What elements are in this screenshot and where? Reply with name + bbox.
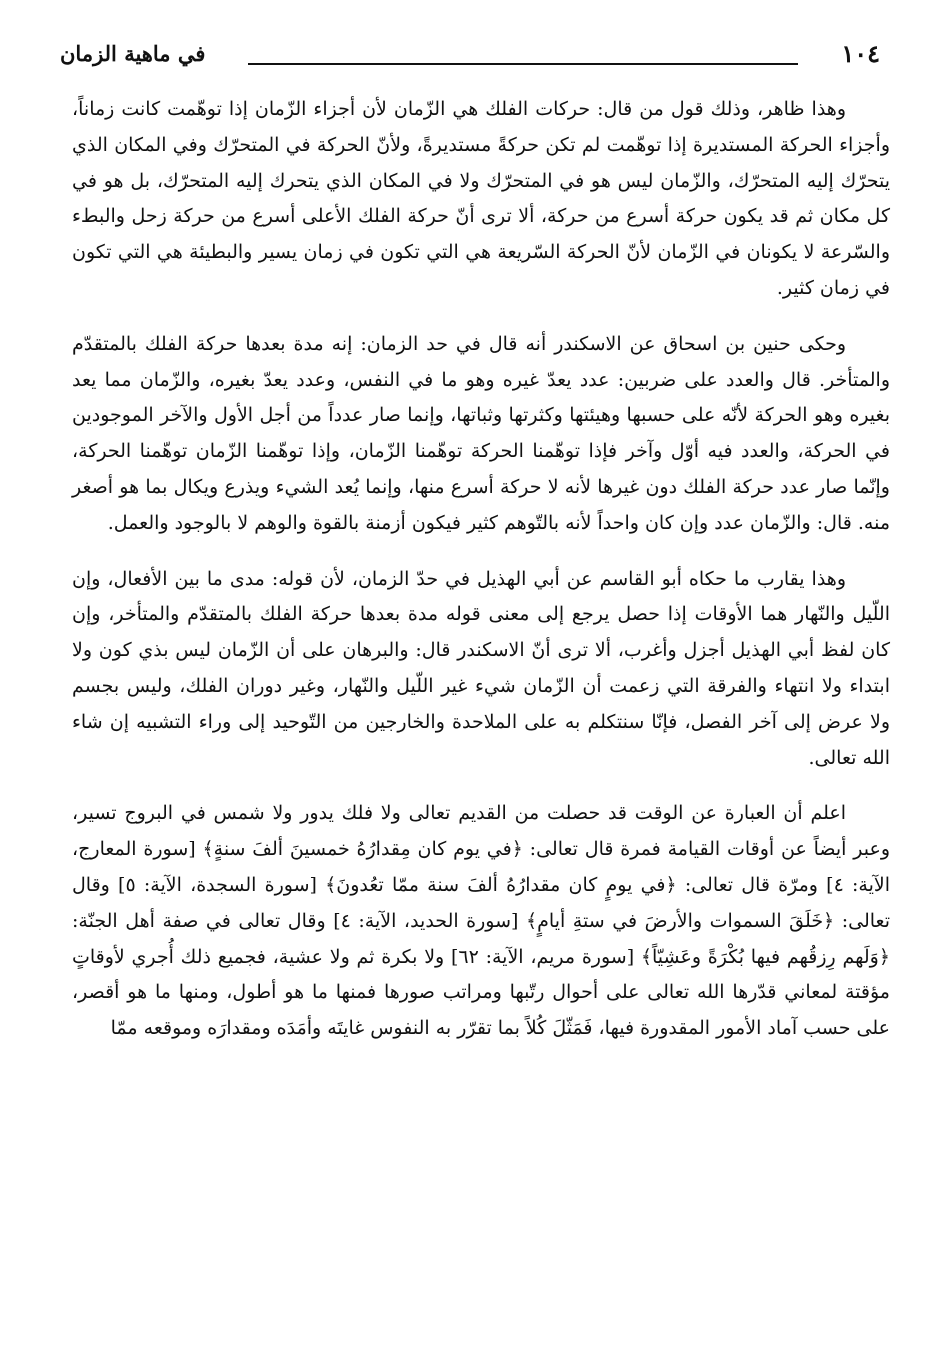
paragraph: وهذا يقارب ما حكاه أبو القاسم عن أبي الهذيل في حدّ الزمان، لأن قوله: مدى ما بين الأفعال، وإن اللّيل والنّهار هما الأوقات إذا حصل يرجع إلى معنى قوله مدة بعدها حركة الفلك بالمتقدّم والمتأخر، وإن كان لفظ أبي الهذيل أجزل وأغرب، ألا ترى أنّ الاسكندر قال: والبرهان على أن الزّمان ليس بذي كون ولا ابتداء ولا انتهاء والفرقة التي زعمت أن الزّمان شيء غير اللّيل والنّهار، وغير دوران الفلك، وليس بجسم ولا عرض إلى آخر الفصل، فإنّا سنتكلم به على الملاحدة والخارجين من التّوحيد إلى وراء التشبيه إن شاء الله تعالى.	[72, 567, 890, 769]
paragraph: وهذا ظاهر، وذلك قول من قال: حركات الفلك هي الزّمان لأن أجزاء الزّمان إذا توهّمت كانت زماناً، وأجزاء الحركة المستديرة إذا توهّمت لم تكن حركةً مستديرةً، ولأنّ الحركة في المتحرّك وفي المكان الذي يتحرّك إليه المتحرّك، والزّمان ليس هو في المتحرّك ولا في المكان الذي يتحرك إليه المتحرّك، بل هو في كل مكان ثم قد يكون حركة أسرع من حركة، ألا ترى أنّ حركة الفلك الأعلى أسرع من حركة زحل والبطء والسّرعة لا يكونان في الزّمان لأنّ الحركة السّريعة هي التي تكون في زمان يسير والبطيئة هي التي تكون في زمان كثير.	[72, 98, 890, 299]
page-header	[60, 34, 880, 74]
header-rule	[248, 63, 798, 65]
page-number: ١٠٤	[841, 39, 880, 68]
running-title: في ماهية الزمان	[60, 41, 206, 66]
paragraph: اعلم أن العبارة عن الوقت قد حصلت من القديم تعالى ولا فلك يدور ولا شمس في البروج تسير، وعبر أيضاً عن أوقات القيامة فمرة قال تعالى: ﴿في يوم كان مِقدارُهُ خمسينَ ألفَ سنةٍ﴾ [سورة المعارج، الآية: ٤] ومرّة قال تعالى: ﴿في يومٍ كان مقدارُهُ ألفَ سنة ممّا تعُدونَ﴾ [سورة السجدة، الآية: ٥] وقال تعالى: ﴿خَلَقَ السموات والأرضَ في ستةِ أيامٍ﴾ [سورة الحديد، الآية: ٤] وقال تعالى في صفة أهل الجنّة: ﴿وَلَهم رِزقُهم فيها بُكْرَةً وعَشِيّاً﴾ [سورة مريم، الآية: ٦٢] ولا بكرة ثم ولا عشية، فجميع ذلك أُجري لأوقاتٍ مؤقتة لمعاني قدّرها الله تعالى على أحوال رتّبها ومراتب صورها فمنها ما هو أطول، ومنها ما هو أقصر، على حسب آماد الأمور المقدورة فيها، فَمَثّلَ كُلاً بما تقرّر به النفوس غايتَه وأمَدَه ومقدارَه وموقعه ممّا	[72, 802, 891, 1040]
paragraph: وحكى حنين بن اسحاق عن الاسكندر أنه قال في حد الزمان: إنه مدة بعدها حركة الفلك بالمتقدّم والمتأخر. قال والعدد على ضربين: عدد يعدّ غيره وهو ما في النفس، وعدد يعدّ بغيره، والزّمان مما يعد بغيره وهو الحركة لأنّه على حسبها وهيئتها وكثرتها وثباتها، وإنما صار عدداً من أجل الأول والآخر الموجودين في الحركة، والعدد فيه أوّل وآخر فإذا توهّمنا الحركة توهّمنا الزّمان، وإذا توهّمنا الزّمان توهّمنا الحركة، وإنّما صار عدد حركة الفلك دون غيرها لأنه لا حركة أسرع منها، وإنما يُعد الشيء ويذرع ويكال بما هو أصغر منه. قال: والزّمان عدد وإن كان واحداً لأنه بالتّوهم كثير فيكون أزمنة بالقوة والوهم لا بالوجود والعمل.	[72, 332, 890, 534]
body-text	[72, 92, 890, 1047]
